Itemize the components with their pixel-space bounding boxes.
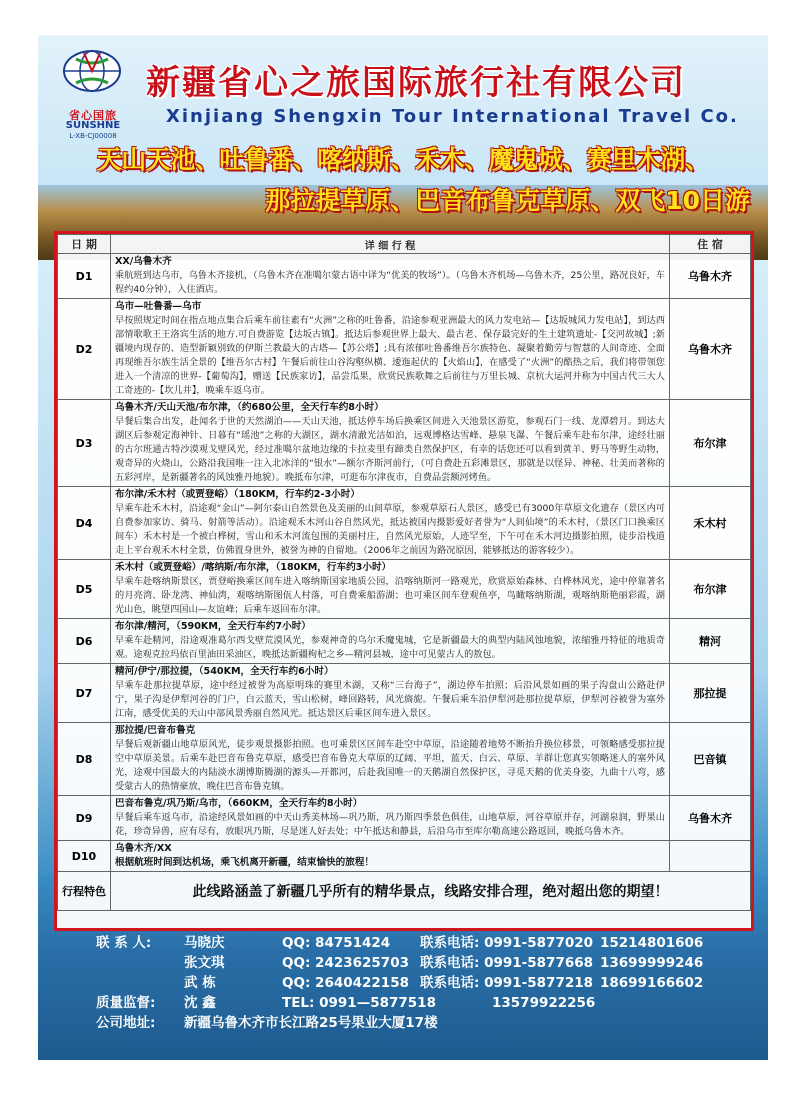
detail-cell <box>111 487 670 560</box>
quality-label: 质量监督: <box>96 995 156 1011</box>
route-title-line2: 那拉提草原、巴音布鲁克草原、双飞10日游 <box>265 186 750 215</box>
route-heading: 布尔津/精河，（590KM，全天行车约7小时） <box>115 621 311 632</box>
day-cell: D10 <box>58 841 111 872</box>
contact-tel: 联系电话: 0991-5877668 <box>420 955 594 971</box>
stay-cell: 精河 <box>670 619 751 664</box>
stay-cell: 巴音镇 <box>670 723 751 796</box>
detail-text: 乘航班到达乌市，乌鲁木齐接机，（乌鲁木齐在准噶尔蒙古语中译为“优美的牧场”）。（乌鲁木齐机场—乌鲁木齐，25公里，路况良好，车程约40分钟），入住酒店。 <box>115 270 665 295</box>
quality-mobile: 13579922256 <box>492 995 596 1011</box>
table-row <box>58 796 751 841</box>
detail-cell <box>111 400 670 487</box>
stay-cell: 乌鲁木齐 <box>670 796 751 841</box>
contact-name: 马晓庆 <box>184 935 225 951</box>
detail-cell <box>111 560 670 619</box>
feature-text: 此线路涵盖了新疆几乎所有的精华景点，线路安排合理，绝对超出您的期望！ <box>111 872 751 911</box>
day-cell: D5 <box>58 560 111 619</box>
header-stay: 住 宿 <box>670 235 751 254</box>
contact-mobile: 15214801606 <box>600 935 704 951</box>
poster <box>38 35 768 1060</box>
contact-line <box>96 953 756 973</box>
contact-qq: QQ: 84751424 <box>282 935 391 951</box>
detail-text: 早餐后集合出发，赴闻名于世的天然湖泊——天山天池，抵达停车场后换乘区间进入天池景区游览，参观石门一线、龙潭碧月。到达大湖区后参观定海神针、日暮有“瑶池”之称的大湖区，湖水清澈光洁如泊，远观博格达雪峰、悬泉飞瀑、午餐后乘车赴布尔津，途经壮丽的古尔班通古特沙漠观戈壁风光，经过准噶尔盆地边缘的卡拉麦里有蹄类自然保护区，有幸的话您还可以看到黄羊、野马等野生动物，观奇异的火烧山，公路沿我国唯一注入北冰洋的“银水”—额尔齐斯河前行，（可自费赴五彩滩景区，那就是以怪异、神秘、壮美而著称的五彩河岸，是新疆著名的风蚀雅丹地貌）。晚抵布尔津，可逛布尔津夜市，自费品尝额河烤鱼。 <box>115 416 665 483</box>
day-cell: D8 <box>58 723 111 796</box>
table-row <box>58 560 751 619</box>
route-heading: 乌鲁木齐/XX <box>115 843 172 854</box>
feature-row <box>58 872 751 911</box>
table-row <box>58 841 751 872</box>
stay-cell: 那拉提 <box>670 664 751 723</box>
quality-line <box>96 993 756 1013</box>
logo-license: L-XB-CJ00008 <box>69 132 117 140</box>
contact-tel: 联系电话: 0991-5877218 <box>420 975 594 991</box>
day-cell: D6 <box>58 619 111 664</box>
route-heading: 布尔津/禾木村（或贾登峪）（180KM，行车约2-3小时） <box>115 489 360 500</box>
detail-cell <box>111 664 670 723</box>
day-cell: D3 <box>58 400 111 487</box>
detail-cell <box>111 299 670 400</box>
address-label: 公司地址: <box>96 1015 156 1031</box>
stay-cell: 乌鲁木齐 <box>670 299 751 400</box>
table-row <box>58 619 751 664</box>
detail-text: 根据航班时间到达机场，乘飞机离开新疆，结束愉快的旅程！ <box>115 857 375 868</box>
day-cell: D1 <box>58 254 111 299</box>
detail-cell <box>111 723 670 796</box>
detail-cell <box>111 254 670 299</box>
table-row <box>58 664 751 723</box>
route-heading: 那拉提/巴音布鲁克 <box>115 725 196 736</box>
logo-text-en: SUNSHNE <box>65 120 121 131</box>
stay-cell: 禾木村 <box>670 487 751 560</box>
day-cell: D2 <box>58 299 111 400</box>
detail-text: 早餐后观新疆山地草原风光，徒步观景摄影拍照。也可乘景区区间车赴空中草原，沿途随着地势不断抬升换位移景，可领略感受那拉提空中草原美景。后乘车赴巴音布鲁克草原，感受巴音布鲁克大草原的辽阔、平坦，蓝天、白云、草原、羊群让您真实领略迷人的塞外风光，途观中国最大的内陆淡水湖博斯腾湖的源头—开都河，后赴我国唯一的天鹅湖自然保护区，寻觅天鹅的优美身姿，九曲十八弯，感受蒙古人的热情豪放，晚住巴音布鲁克镇。 <box>115 739 665 792</box>
quality-name: 沈 鑫 <box>184 995 216 1011</box>
address-line <box>96 1013 756 1033</box>
day-cell: D7 <box>58 664 111 723</box>
day-cell: D4 <box>58 487 111 560</box>
contact-mobile: 13699999246 <box>600 955 704 971</box>
contact-name: 武 栋 <box>184 975 216 991</box>
table-row <box>58 254 751 299</box>
feature-label: 行程特色 <box>58 872 111 911</box>
route-heading: 巴音布鲁克/巩乃斯/乌市，（660KM，全天行车约8小时） <box>115 798 363 809</box>
header-detail: 详 细 行 程 <box>111 235 670 254</box>
contact-label: 联 系 人: <box>96 935 152 951</box>
company-name-cn: 新疆省心之旅国际旅行社有限公司 <box>146 63 686 103</box>
route-heading: 禾木村（或贾登峪）/喀纳斯/布尔津，（180KM，行车约3小时） <box>115 562 392 573</box>
table-header-row <box>58 235 751 254</box>
table-row <box>58 299 751 400</box>
contact-line <box>96 973 756 993</box>
stay-cell <box>670 841 751 872</box>
contact-mobile: 18699166602 <box>600 975 704 991</box>
company-logo <box>48 47 138 142</box>
table-row <box>58 723 751 796</box>
detail-text: 早乘车赴喀纳斯景区，贾登峪换乘区间车进入喀纳斯国家地质公园，沿喀纳斯河一路观光，欣赏原始森林、白桦林风光，途中停靠著名的月亮湾、卧龙湾、神仙湾，观喀纳斯图佤人村落，可自费乘船游湖；也可乘区间车登观鱼亭，鸟瞰喀纳斯湖，观喀纳斯艳丽彩霞，湖光山色，眺望四国山—友谊峰；后乘车返回布尔津。 <box>115 576 665 615</box>
quality-tel: TEL: 0991—5877518 <box>282 995 436 1011</box>
stay-cell: 布尔津 <box>670 400 751 487</box>
contact-qq: QQ: 2640422158 <box>282 975 409 991</box>
route-heading: 乌市—吐鲁番—乌市 <box>115 301 202 312</box>
day-cell: D9 <box>58 796 111 841</box>
logo-text-cn: 省心国旅 <box>69 109 117 122</box>
detail-text: 早餐后乘车返乌市，沿途经风景如画的中天山秀美林场—巩乃斯，巩乃斯四季景色俱佳，山地草原，河谷草原并存，河湖泉润，野果山花，珍奇异兽，应有尽有，放眼巩乃斯，尽是迷人好去处；中午抵达和静县，后沿乌市至库尔勒高速公路返回，晚抵乌鲁木齐。 <box>115 812 665 837</box>
stay-cell: 布尔津 <box>670 560 751 619</box>
table-row <box>58 400 751 487</box>
route-title-line1: 天山天池、吐鲁番、喀纳斯、禾木、魔鬼城、赛里木湖、 <box>96 145 710 174</box>
detail-cell <box>111 619 670 664</box>
detail-text: 早乘车赴禾木村，沿途观“金山”—阿尔泰山自然景色及美丽的山间草原，参观草原石人景区，感受已有3000年草原文化遗存（景区内可自费参加家访、骑马、射箭等活动）。沿途观禾木河山谷自然风光，抵达被国内摄影爱好者誉为“人间仙境”的禾木村，（景区门口换乘区间车）禾木村是一个被白桦树，雪山和禾木河流包围的美丽村庄，自然风光原始，人迹罕至，下午可在禾木河边摄影拍照，徒步沿栈道走上平台观禾木村全景，仿佛置身世外，被誉为神的自留地。（2006年之前因为路况原因，能够抵达的游客较少）。 <box>115 503 665 556</box>
itinerary-table <box>54 231 754 931</box>
route-heading: 乌鲁木齐/天山天池/布尔津，（约680公里，全天行车约8小时） <box>115 402 384 413</box>
contact-name: 张文琪 <box>184 955 225 971</box>
detail-cell <box>111 796 670 841</box>
route-heading: 精河/伊宁/那拉提，（540KM，全天行车约6小时） <box>115 666 334 677</box>
contact-block <box>96 933 756 1033</box>
detail-cell <box>111 841 670 872</box>
contact-tel: 联系电话: 0991-5877020 <box>420 935 594 951</box>
stay-cell: 乌鲁木齐 <box>670 254 751 299</box>
header-date: 日 期 <box>58 235 111 254</box>
globe-icon <box>62 49 122 93</box>
address-text: 新疆乌鲁木齐市长江路25号果业大厦17楼 <box>184 1015 438 1031</box>
route-heading: XX/乌鲁木齐 <box>115 256 172 267</box>
contact-line <box>96 933 756 953</box>
detail-text: 早按照规定时间在指点地点集合后乘车前往素有“火洲”之称的吐鲁番，沿途参观亚洲最大的风力发电站—【达坂城风力发电站】，到达西部情歌歌王王洛宾生活的地方.可自费游览【达坂古镇】。抵达后参观世界上最大、最古老、保存最完好的生土建筑遗址-【交河故城】;新疆境内现存的、造型新颖别致的伊斯兰教最大的古塔—【苏公塔】;具有浓郁吐鲁番维吾尔族特色、凝聚着勤劳与智慧的人间奇迹、全面再现维吾尔族生活全景的【维吾尔古村】午餐后前往山谷沟壑纵横、逶迤起伏的【火焰山】，在感受了“火洲”的酷热之后，我们将带领您进入一个清凉的世界-【葡萄沟】，赠送【民族家访】，品尝瓜果，欣赏民族歌舞之后前往与万里长城、京杭大运河并称为中国古代三大人工奇迹的-【坎儿井】，晚乘车返乌市。 <box>115 315 665 396</box>
detail-text: 早乘车赴那拉提草原，途中经过被誉为高原明珠的赛里木湖，又称“三台海子”，湖边停车拍照；后沿风景如画的果子沟盘山公路赴伊宁，果子沟是伊犁河谷的门户，白云蓝天，雪山松树，峰回路转，风光旖旎。午餐后乘车沿伊犁河赴那拉提草原，伊犁河谷被誉为塞外江南，感受优美的天山中部风景秀丽自然风光。抵达景区后乘区间车进入景区。 <box>115 680 665 719</box>
table-row <box>58 487 751 560</box>
contact-qq: QQ: 2423625703 <box>282 955 409 971</box>
company-name-en: Xinjiang Shengxin Tour International Travel Co. <box>166 106 739 127</box>
detail-text: 早乘车赴精河，沿途观准葛尔西戈壁荒漠风光，参观神奇的乌尔禾魔鬼城，它是新疆最大的典型内陆风蚀地貌，浓缩雅丹特征的地质奇观。途观克拉玛依百里油田采油区，晚抵达新疆枸杞之乡—精河县城，途中可见蒙古人的敖包。 <box>115 635 665 660</box>
